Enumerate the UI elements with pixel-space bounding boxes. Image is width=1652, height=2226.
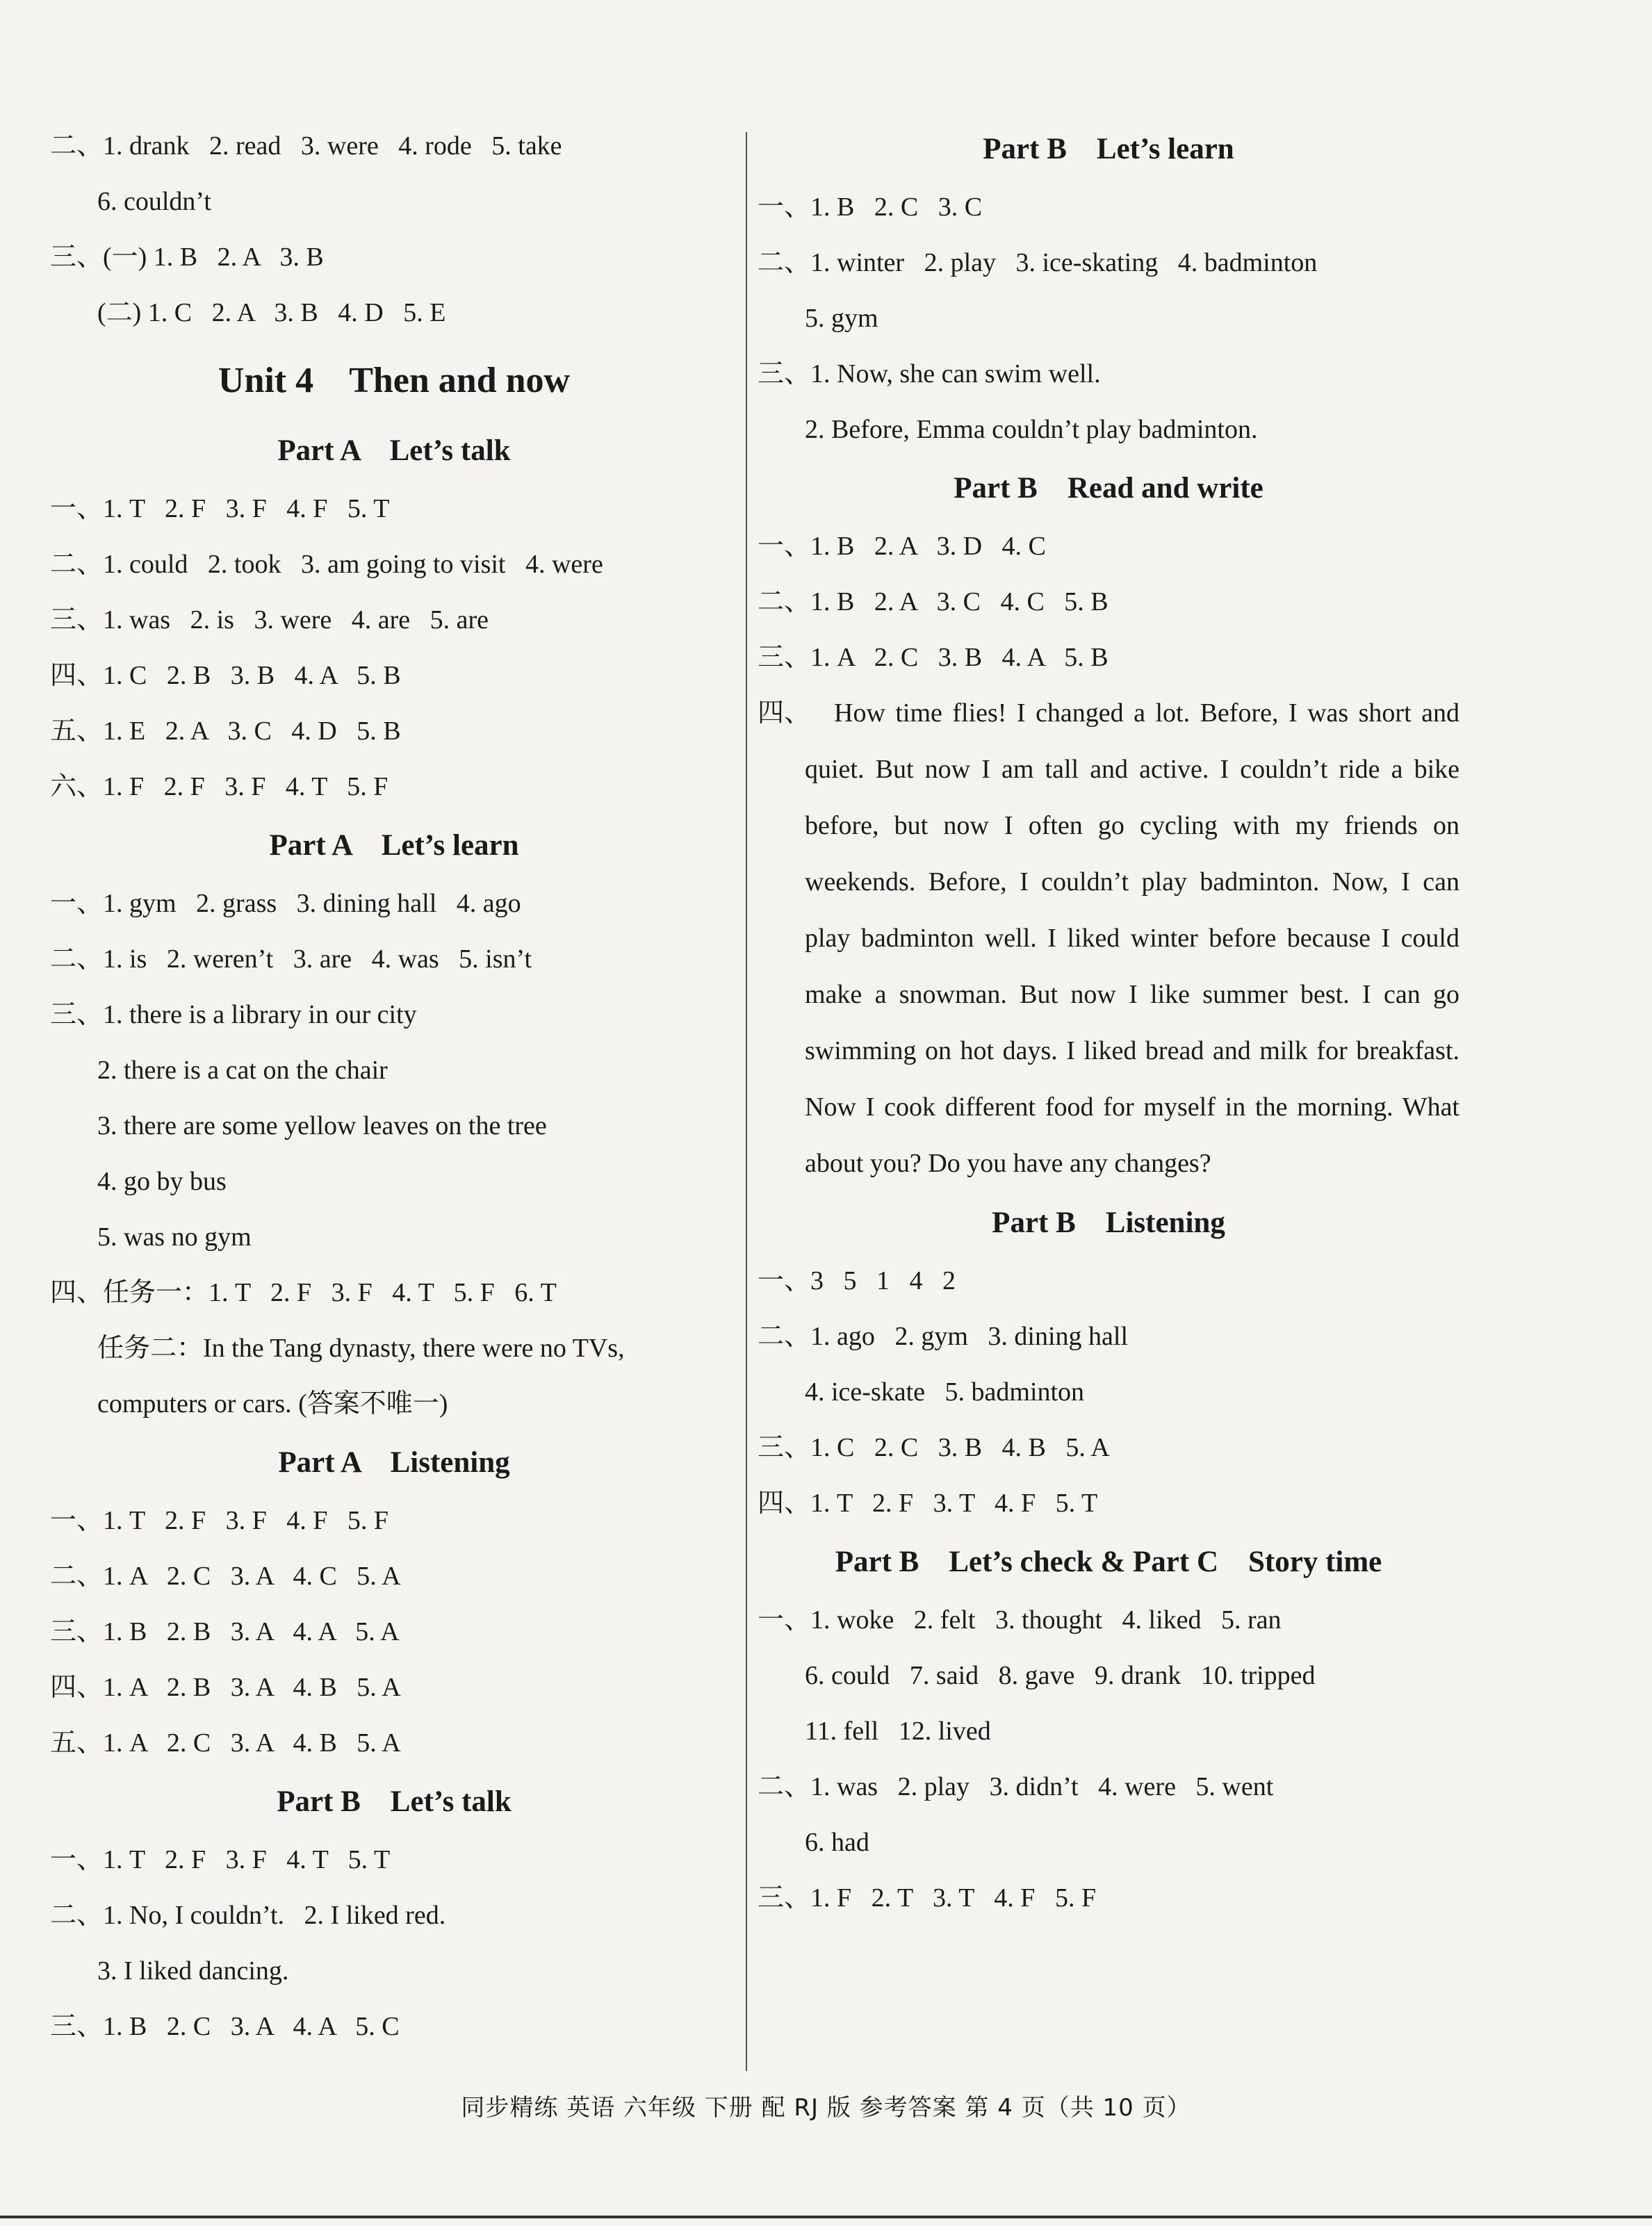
answer-line: 二、1. ago 2. gym 3. dining hall	[758, 1322, 1129, 1351]
answer-line: 一、1. woke 2. felt 3. thought 4. liked 5. ran	[758, 1605, 1282, 1635]
answer-line: 三、1. B 2. B 3. A 4. A 5. A	[50, 1617, 400, 1646]
answer-line: 四、1. C 2. B 3. B 4. A 5. B	[50, 661, 401, 690]
answer-line: 二、1. was 2. play 3. didn’t 4. were 5. went	[758, 1772, 1274, 1801]
answer-paragraph	[758, 685, 1459, 1192]
answer-line: (二) 1. C 2. A 3. B 4. D 5. E	[97, 298, 446, 327]
left-column	[50, 118, 738, 2054]
answer-line: 六、1. F 2. F 3. F 4. T 5. F	[50, 772, 389, 801]
column-divider	[746, 132, 747, 2071]
answer-line: 一、1. B 2. A 3. D 4. C	[758, 532, 1046, 561]
answer-line: 6. could 7. said 8. gave 9. drank 10. tripped	[805, 1661, 1316, 1690]
answer-line: 二、1. A 2. C 3. A 4. C 5. A	[50, 1562, 401, 1591]
answer-line: 三、1. B 2. C 3. A 4. A 5. C	[50, 2012, 400, 2041]
part-heading: Part A Let’s talk	[277, 434, 511, 467]
part-heading: Part B Let’s talk	[277, 1785, 512, 1818]
bottom-rule	[0, 2216, 1652, 2218]
part-heading: Part B Read and write	[954, 471, 1263, 505]
right-column	[758, 118, 1459, 1926]
answer-line: 一、1. B 2. C 3. C	[758, 193, 983, 222]
answer-line: 4. go by bus	[97, 1167, 227, 1196]
part-heading: Part B Let’s learn	[983, 132, 1234, 165]
part-heading: Part B Let’s check & Part C Story time	[835, 1545, 1382, 1578]
part-heading: Part B Listening	[992, 1206, 1225, 1239]
answer-line: 一、1. T 2. F 3. F 4. F 5. T	[50, 494, 390, 523]
answer-line: 5. gym	[805, 304, 878, 333]
answer-line: 11. fell 12. lived	[805, 1717, 991, 1746]
answer-line: 二、1. B 2. A 3. C 4. C 5. B	[758, 587, 1109, 616]
answer-line: 4. ice-skate 5. badminton	[805, 1377, 1085, 1407]
answer-line: 五、1. E 2. A 3. C 4. D 5. B	[50, 717, 401, 746]
answer-line: 三、1. F 2. T 3. T 4. F 5. F	[758, 1883, 1097, 1913]
answer-line: 任务二：In the Tang dynasty, there were no TVs,	[97, 1334, 625, 1363]
part-heading: Part A Listening	[278, 1446, 510, 1479]
answer-line: 三、1. A 2. C 3. B 4. A 5. B	[758, 643, 1109, 672]
answer-line: 一、1. T 2. F 3. F 4. T 5. T	[50, 1845, 391, 1874]
answer-line: 3. I liked dancing.	[97, 1956, 289, 1986]
answer-line: 四、任务一：1. T 2. F 3. F 4. T 5. F 6. T	[50, 1278, 557, 1307]
answer-line: 二、1. No, I couldn’t. 2. I liked red.	[50, 1901, 446, 1930]
answer-line: 一、1. T 2. F 3. F 4. F 5. F	[50, 1506, 389, 1535]
answer-line: 6. couldn’t	[97, 187, 211, 216]
answer-line: 三、(一) 1. B 2. A 3. B	[50, 243, 324, 272]
answer-line: 三、1. Now, she can swim well.	[758, 359, 1101, 388]
answer-line: 四、1. T 2. F 3. T 4. F 5. T	[758, 1489, 1098, 1518]
answer-line: 2. Before, Emma couldn’t play badminton.	[805, 415, 1258, 444]
answer-line: 三、1. C 2. C 3. B 4. B 5. A	[758, 1433, 1110, 1462]
answer-line: 一、3 5 1 4 2	[758, 1266, 956, 1295]
answer-line: 二、1. is 2. weren’t 3. are 4. was 5. isn’t	[50, 944, 532, 974]
answer-line: 四、1. A 2. B 3. A 4. B 5. A	[50, 1673, 401, 1702]
answer-line: 一、1. gym 2. grass 3. dining hall 4. ago	[50, 889, 521, 918]
answer-line: 二、1. winter 2. play 3. ice-skating 4. badminton	[758, 248, 1318, 277]
answer-line: 三、1. there is a library in our city	[50, 1000, 417, 1029]
answer-line: 5. was no gym	[97, 1222, 252, 1252]
unit-heading: Unit 4 Then and now	[218, 360, 571, 400]
answer-line: 五、1. A 2. C 3. A 4. B 5. A	[50, 1728, 401, 1758]
answer-line: 二、1. drank 2. read 3. were 4. rode 5. take	[50, 131, 562, 161]
answer-line: 二、1. could 2. took 3. am going to visit 4. were	[50, 550, 603, 579]
answer-line: 三、1. was 2. is 3. were 4. are 5. are	[50, 605, 489, 635]
answer-line: 6. had	[805, 1828, 869, 1857]
answer-line: computers or cars. (答案不唯一)	[97, 1389, 448, 1418]
part-heading: Part A Let’s learn	[269, 828, 519, 862]
page-footer: 同步精练 英语 六年级 下册 配 RJ 版 参考答案 第 4 页（共 10 页）	[461, 2094, 1191, 2122]
paragraph-number: 四、	[758, 698, 811, 728]
paragraph-text: How time flies! I changed a lot. Before, I was short and quiet. But now I am tall and active. I couldn’t ride a bike before, but now I often go cycling with my friends on weekends. Before, I couldn’t play badminton. Now, I can play badminton well. I liked winter before because I could make a snowman. But now I like summer best. I can go swimming on hot days. I liked bread and milk for breakfast. Now I cook different food for myself in the morning. What about you? Do you have any changes?	[805, 698, 1459, 1178]
answer-line: 3. there are some yellow leaves on the tree	[97, 1111, 547, 1140]
answer-line: 2. there is a cat on the chair	[97, 1056, 388, 1085]
